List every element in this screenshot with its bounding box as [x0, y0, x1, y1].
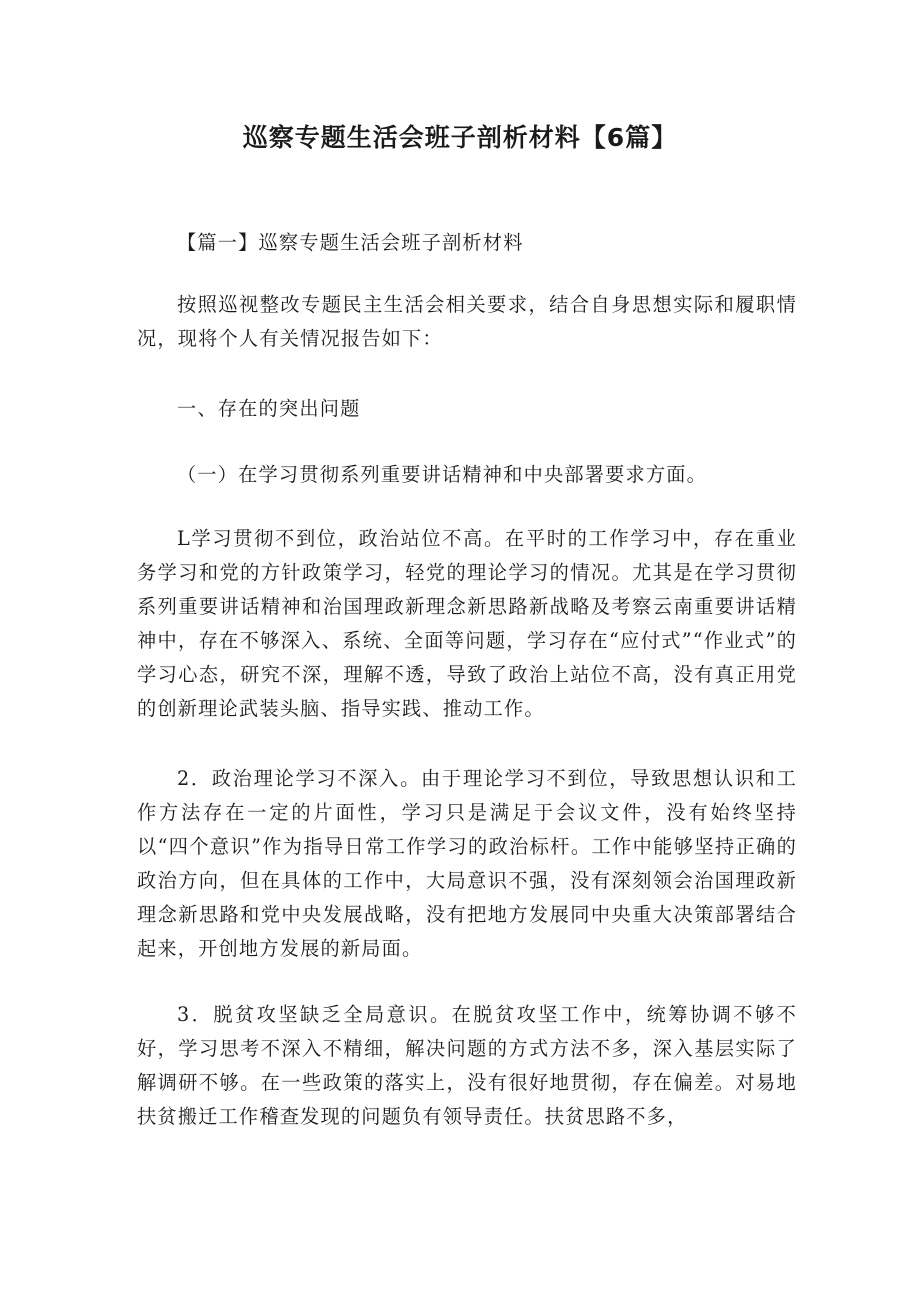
paragraph-item-2: 2．政治理论学习不深入。由于理论学习不到位，导致思想认识和工作方法存在一定的片面性，学习只是满足于会议文件，没有始终坚持以“四个意识”作为指导日常工作学习的政治标杆。工作中能够坚持正确的政治方向，但在具体的工作中，大局意识不强，没有深刻领会治国理政新理念新思路和党中央发展战略，没有把地方发展同中央重大决策部署结合起来，开创地方发展的新局面。 — [137, 767, 797, 960]
intro-paragraph: 按照巡视整改专题民主生活会相关要求，结合自身思想实际和履职情况，现将个人有关情况报告如下： — [137, 293, 797, 350]
subheading-study: （一）在学习贯彻系列重要讲话精神和中央部署要求方面。 — [177, 463, 708, 486]
paragraph-item-3: 3．脱贫攻坚缺乏全局意识。在脱贫攻坚工作中，统筹协调不够不好，学习思考不深入不精细，解决问题的方式方法不多，深入基层实际了解调研不够。在一些政策的落实上，没有很好地贯彻，存在偏差。对易地扶贫搬迁工作稽查发现的问题负有领导责任。扶贫思路不多， — [137, 1003, 797, 1128]
heading-problems: 一、存在的突出问题 — [177, 397, 361, 420]
document-title: 巡察专题生活会班子剖析材料【6篇】 — [242, 123, 678, 152]
paragraph-item-1: L学习贯彻不到位，政治站位不高。在平时的工作学习中，存在重业务学习和党的方针政策学习，轻党的理论学习的情况。尤其是在学习贯彻系列重要讲话精神和治国理政新理念新思路新战略及考察云南重要讲话精神中，存在不够深入、系统、全面等问题，学习存在“应付式”“作业式”的学习心态，研究不深，理解不透，导致了政治上站位不高，没有真正用党的创新理论武装头脑、指导实践、推动工作。 — [137, 527, 797, 720]
section-heading: 【篇一】巡察专题生活会班子剖析材料 — [177, 231, 524, 254]
